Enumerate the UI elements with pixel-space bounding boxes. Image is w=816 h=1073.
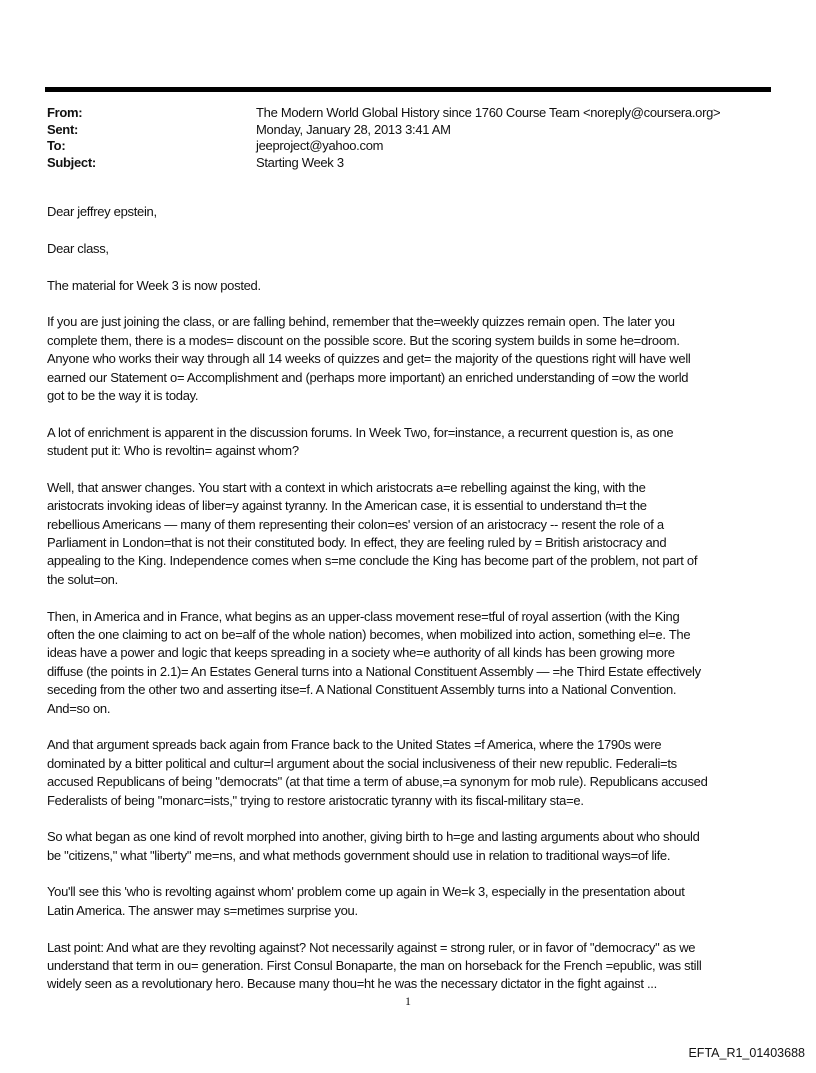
paragraph <box>47 240 787 258</box>
text-line: be "citizens," what "liberty" me=ns, and what methods government should use in relation to traditional ways=of life. <box>47 847 671 863</box>
bates-number: EFTA_R1_01403688 <box>688 1046 805 1060</box>
header-label: Subject: <box>47 154 96 170</box>
paragraph <box>47 479 787 589</box>
text-line: The material for Week 3 is now posted. <box>47 277 261 293</box>
paragraph <box>47 424 787 461</box>
paragraph <box>47 203 787 221</box>
email-body <box>47 203 787 1012</box>
header-value: The Modern World Global History since 1760 Course Team <noreply@coursera.org> <box>256 105 721 120</box>
paragraph <box>47 608 787 718</box>
header-label: From: <box>47 105 83 120</box>
text-line: got to be the way it is today. <box>47 387 199 403</box>
text-line: Latin America. The answer may s=metimes surprise you. <box>47 902 358 918</box>
header-row-to <box>47 138 720 155</box>
header-row-from <box>47 105 720 122</box>
email-header <box>47 105 720 171</box>
text-line: diffuse (the points in 2.1)= An Estates General turns into a National Constituent Assembly — =he Third Estate effectively <box>47 663 701 679</box>
text-line: And=so on. <box>47 700 111 716</box>
text-line: Well, that answer changes. You start with a context in which aristocrats a=e rebelling against the king, with the <box>47 479 646 495</box>
text-line: A lot of enrichment is apparent in the discussion forums. In Week Two, for=instance, a recurrent question is, as one <box>47 424 674 440</box>
paragraph <box>47 939 787 994</box>
paragraph <box>47 883 787 920</box>
header-rule <box>45 87 771 92</box>
header-value: jeeproject@yahoo.com <box>256 138 384 154</box>
text-line: dominated by a bitter political and cultur=l argument about the social inclusiveness of their new republic. Federali=ts <box>47 755 677 771</box>
header-label: To: <box>47 138 66 154</box>
text-line: complete them, there is a modes= discount on the possible score. But the scoring system builds in some he=droom. <box>47 332 680 348</box>
header-row-subject <box>47 155 720 172</box>
paragraph <box>47 277 787 295</box>
paragraph <box>47 736 787 810</box>
text-line: Parliament in London=that is not their constituted body. In effect, they are feeling ruled by = British aristocracy and <box>47 535 667 551</box>
text-line: If you are just joining the class, or are falling behind, remember that the=weekly quizzes remain open. The later you <box>47 314 675 330</box>
text-line: aristocrats invoking ideas of liber=y against tyranny. In the American case, it is essential to understand th=t the <box>47 498 647 514</box>
text-line: the solut=on. <box>47 571 118 587</box>
text-line: Dear class, <box>47 240 109 256</box>
header-value: Starting Week 3 <box>256 154 344 170</box>
text-line: understand that term in ou= generation. First Consul Bonaparte, the man on horseback for the French =epublic, was still <box>47 958 702 974</box>
text-line: accused Republicans of being "democrats" (at that time a term of abuse,=a synonym for mob rule). Republicans accused <box>47 774 708 790</box>
header-value: Monday, January 28, 2013 3:41 AM <box>256 121 451 137</box>
header-label: Sent: <box>47 121 79 137</box>
text-line: And that argument spreads back again from France back to the United States =f America, where the 1790s were <box>47 737 662 753</box>
text-line: appealing to the King. Independence comes when s=me conclude the King has become part of the problem, not part of <box>47 553 698 569</box>
text-line: student put it: Who is revoltin= against whom? <box>47 443 299 459</box>
text-line: So what began as one kind of revolt morphed into another, giving birth to h=ge and lasting arguments about who should <box>47 829 700 845</box>
paragraph <box>47 828 787 865</box>
text-line: earned our Statement o= Accomplishment and (perhaps more important) an enriched understanding of =ow the world <box>47 369 689 385</box>
text-line: Last point: And what are they revolting against? Not necessarily against = strong ruler, or in favor of "democracy" as we <box>47 939 696 955</box>
text-line: ideas have a power and logic that keeps spreading in a society whe=e authority of all kinds has been growing more <box>47 645 675 661</box>
page-number: 1 <box>405 994 411 1008</box>
text-line: Dear jeffrey epstein, <box>47 204 157 219</box>
text-line: Anyone who works their way through all 14 weeks of quizzes and get= the majority of the questions right will have well <box>47 351 691 367</box>
header-row-sent <box>47 122 720 139</box>
text-line: widely seen as a revolutionary hero. Because many thou=ht he was the necessary dictator in the fight against ... <box>47 976 657 992</box>
text-line: Federalists of being "monarc=ists," trying to restore aristocratic tyranny with its fiscal-military sta=e. <box>47 792 584 808</box>
text-line: You'll see this 'who is revolting against whom' problem come up again in We=k 3, especially in the presentation about <box>47 884 685 900</box>
text-line: often the one claiming to act on be=alf of the whole nation) becomes, when mobilized into action, something el=e. The <box>47 626 691 642</box>
text-line: Then, in America and in France, what begins as an upper-class movement rese=tful of royal assertion (with the King <box>47 608 680 624</box>
paragraph <box>47 313 787 405</box>
text-line: seceding from the other two and asserting itse=f. A National Constituent Assembly turns into a National Convention. <box>47 682 677 698</box>
text-line: rebellious Americans — many of them representing their colon=es' version of an aristocracy -- resent the role of a <box>47 516 664 532</box>
